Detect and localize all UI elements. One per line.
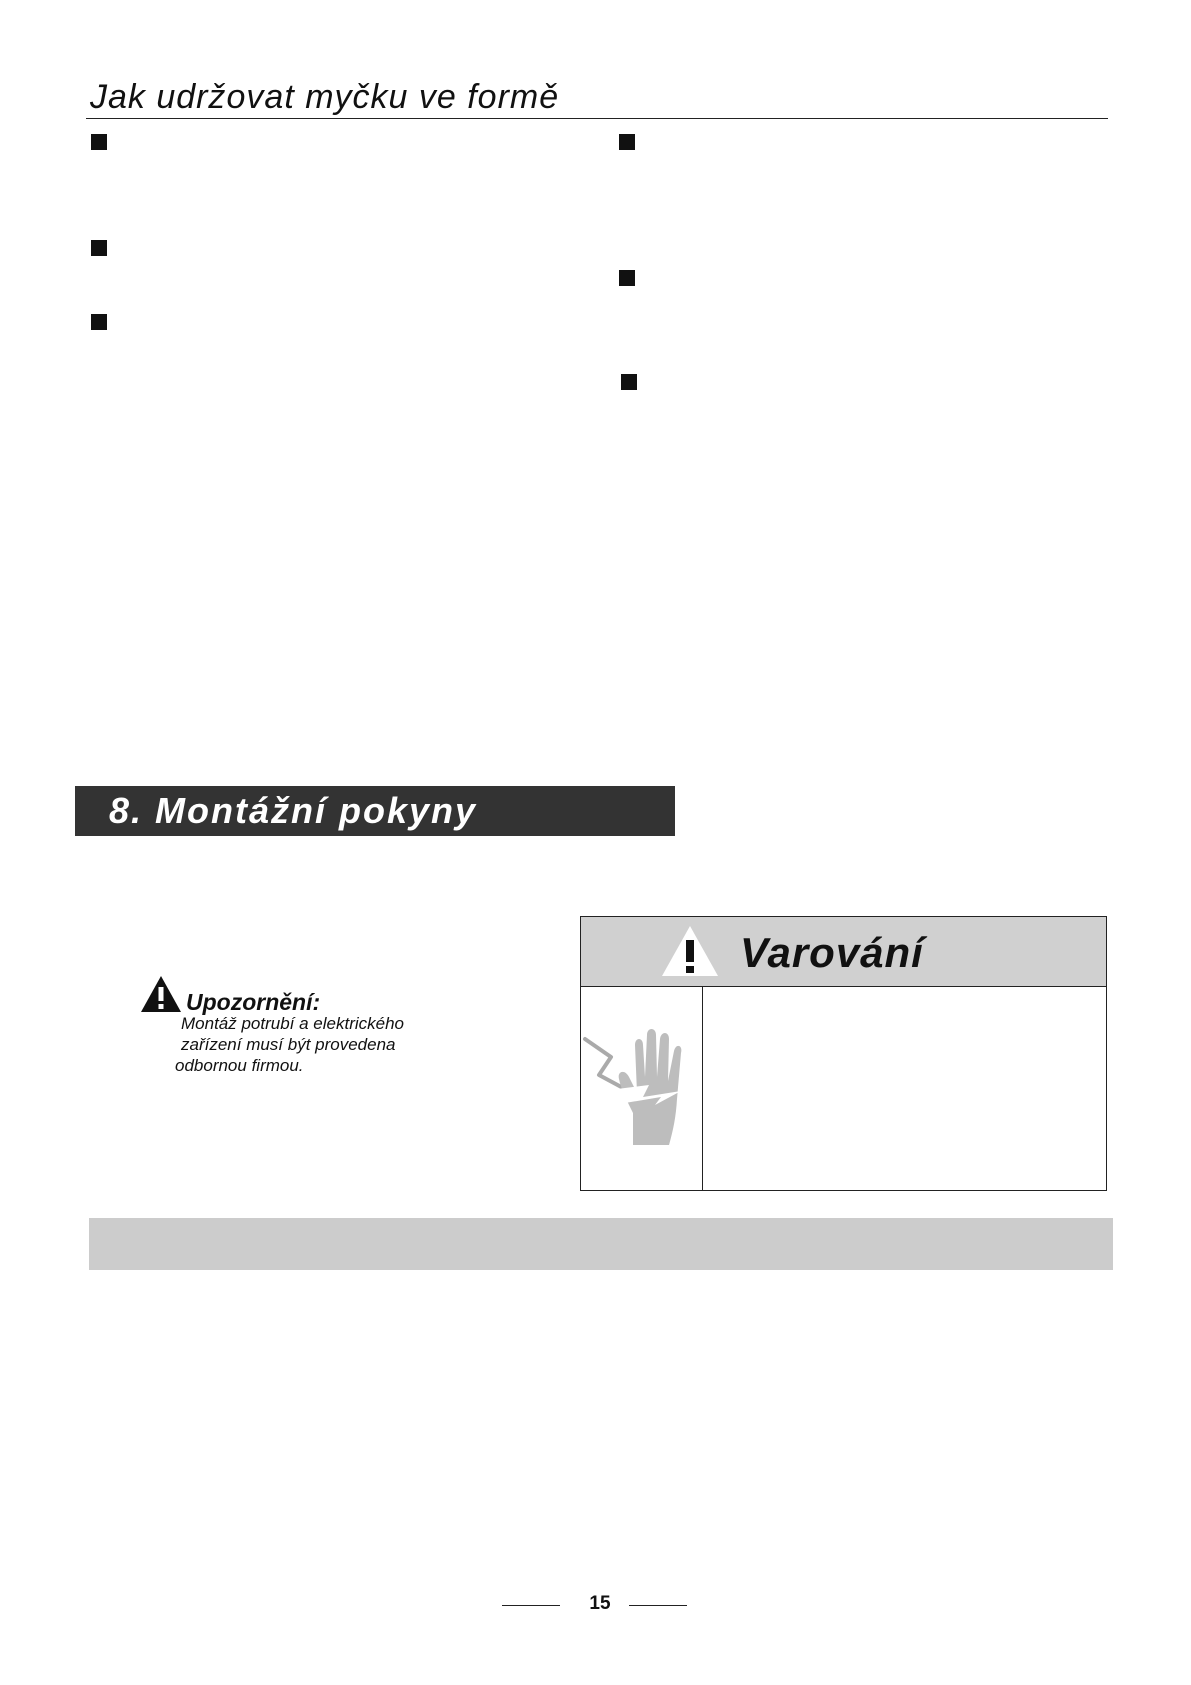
warning-title: Varování (740, 929, 924, 976)
title-underline (86, 118, 1108, 119)
section-title: 8. Montážní pokyny (109, 790, 478, 831)
warning-header (581, 917, 1106, 987)
section-banner (75, 786, 675, 836)
footer-rule-left (502, 1605, 560, 1606)
caution-text-line: odbornou firmou. (175, 1056, 304, 1075)
bullet-square-icon (619, 134, 635, 150)
electric-shock-hand-icon (581, 1027, 701, 1147)
gray-bar (89, 1218, 1113, 1270)
bullet-square-icon (619, 270, 635, 286)
warning-triangle-icon (140, 975, 182, 1013)
bullet-square-icon (91, 134, 107, 150)
warning-triangle-icon (661, 925, 719, 977)
page-number: 15 (589, 1593, 611, 1614)
footer-rule-right (629, 1605, 687, 1606)
bullet-square-icon (91, 240, 107, 256)
bullet-square-icon (91, 314, 107, 330)
warning-box (580, 916, 1107, 1191)
bullet-square-icon (621, 374, 637, 390)
page-title: Jak udržovat myčku ve formě (90, 78, 560, 116)
warning-divider (702, 987, 703, 1190)
caution-text-line: zařízení musí být provedena (181, 1035, 396, 1054)
caution-text-line: Montáž potrubí a elektrického (181, 1014, 405, 1033)
caution-title: Upozornění: (186, 989, 321, 1015)
